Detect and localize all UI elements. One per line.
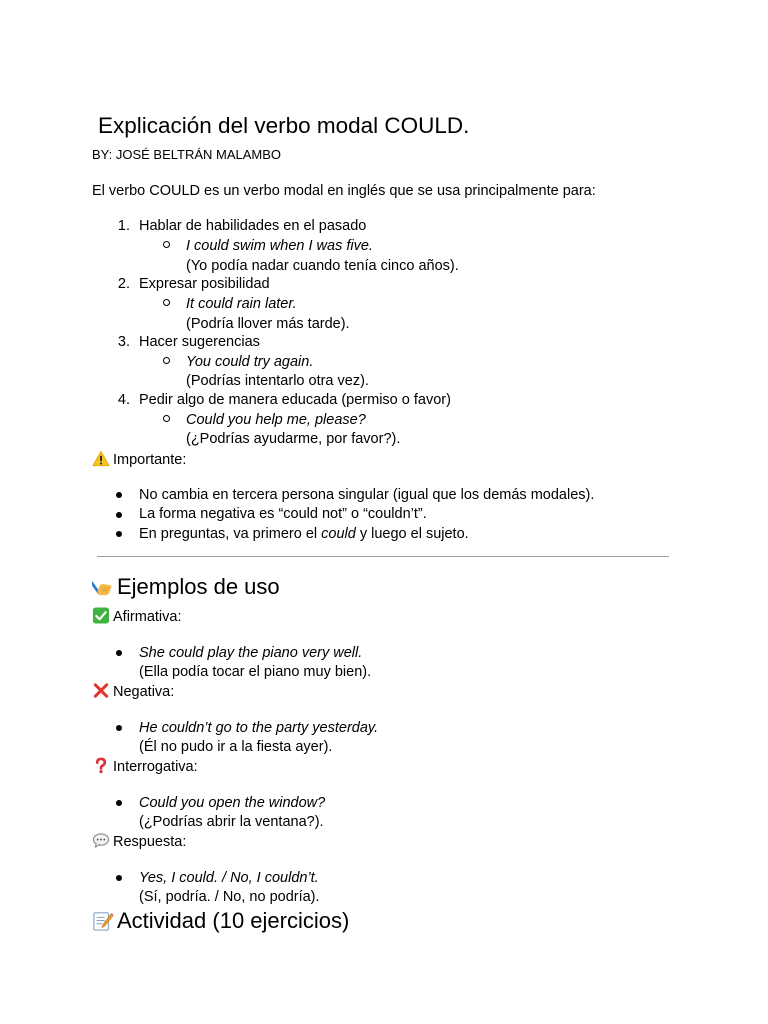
- activity-heading-text: Actividad (10 ejercicios): [117, 908, 350, 933]
- use-translation: (Podrías intentarlo otra vez).: [186, 373, 369, 389]
- important-point: La forma negativa es “could not” o “couldn’t”.: [139, 506, 427, 522]
- example-label: [92, 757, 198, 777]
- important-label-text: Importante:: [113, 452, 187, 468]
- example-label-text: Negativa:: [113, 684, 175, 700]
- use-label: Hablar de habilidades en el pasado: [139, 218, 367, 234]
- example-label-text: Interrogativa:: [113, 759, 198, 775]
- use-label: Hacer sugerencias: [139, 334, 260, 350]
- bullet-icon: [116, 492, 122, 498]
- list-number: 1.: [117, 218, 130, 234]
- list-number: 3.: [117, 334, 130, 350]
- author-byline: BY: JOSÉ BELTRÁN MALAMBO: [92, 147, 282, 162]
- example-translation: (Él no pudo ir a la fiesta ayer).: [139, 739, 333, 755]
- cross-mark-icon: [92, 682, 110, 699]
- check-mark-icon: [92, 607, 110, 624]
- bullet-icon: [116, 875, 122, 881]
- important-label: [92, 450, 186, 470]
- example-label: [92, 832, 186, 852]
- use-label: Expresar posibilidad: [139, 276, 270, 292]
- warning-icon: [92, 450, 110, 467]
- use-translation: (Yo podía nadar cuando tenía cinco años).: [186, 258, 459, 274]
- bullet-icon: [116, 725, 122, 731]
- example-label: [92, 682, 174, 702]
- example-translation: (Ella podía tocar el piano muy bien).: [139, 664, 372, 680]
- list-number: 2.: [117, 276, 130, 292]
- example-label: [92, 607, 182, 627]
- memo-icon: [92, 911, 114, 931]
- important-point: En preguntas, va primero el could y luego el sujeto.: [139, 526, 469, 542]
- bullet-circle-icon: [163, 299, 170, 306]
- bullet-circle-icon: [163, 241, 170, 248]
- intro-paragraph: El verbo COULD es un verbo modal en inglés que se usa principalmente para:: [92, 183, 596, 199]
- bullet-icon: [116, 531, 122, 537]
- activity-heading: [92, 908, 349, 934]
- example-translation: (¿Podrías abrir la ventana?).: [139, 814, 324, 830]
- use-translation: (¿Podrías ayudarme, por favor?).: [186, 431, 401, 447]
- speech-bubble-icon: [92, 832, 110, 849]
- use-translation: (Podría llover más tarde).: [186, 316, 350, 332]
- important-point: No cambia en tercera persona singular (igual que los demás modales).: [139, 487, 595, 503]
- example-sentence: Could you open the window?: [139, 795, 326, 811]
- example-sentence: She could play the piano very well.: [139, 645, 363, 661]
- bullet-circle-icon: [163, 415, 170, 422]
- use-example: Could you help me, please?: [186, 412, 366, 428]
- example-translation: (Sí, podría. / No, no podría).: [139, 889, 320, 905]
- use-example: It could rain later.: [186, 296, 297, 312]
- example-sentence: He couldn’t go to the party yesterday.: [139, 720, 379, 736]
- writing-hand-icon: [92, 577, 114, 597]
- use-example: You could try again.: [186, 354, 314, 370]
- example-sentence: Yes, I could. / No, I couldn’t.: [139, 870, 319, 886]
- use-label: Pedir algo de manera educada (permiso o favor): [139, 392, 451, 408]
- document-title: Explicación del verbo modal COULD.: [98, 113, 470, 138]
- example-label-text: Respuesta:: [113, 834, 187, 850]
- bullet-icon: [116, 512, 122, 518]
- example-label-text: Afirmativa:: [113, 609, 182, 625]
- examples-heading-text: Ejemplos de uso: [117, 574, 280, 599]
- bullet-icon: [116, 650, 122, 656]
- use-example: I could swim when I was five.: [186, 238, 373, 254]
- bullet-circle-icon: [163, 357, 170, 364]
- list-number: 4.: [117, 392, 130, 408]
- bullet-icon: [116, 800, 122, 806]
- horizontal-divider: [97, 556, 669, 557]
- question-mark-icon: [92, 757, 110, 774]
- examples-heading: [92, 574, 280, 600]
